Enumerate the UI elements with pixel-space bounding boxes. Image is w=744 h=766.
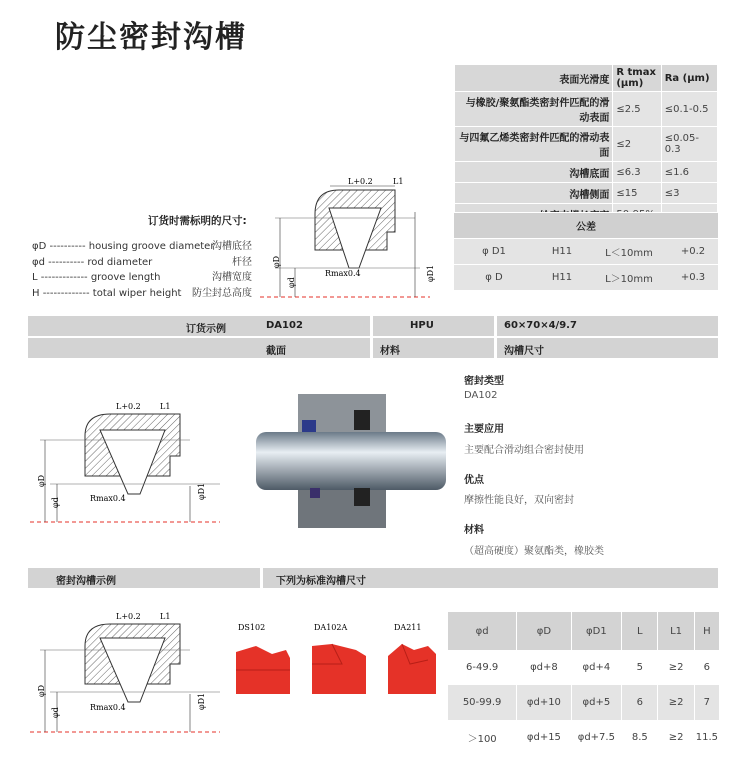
cell: 8.5 [622, 720, 658, 755]
page-title: 防尘密封沟槽 [55, 20, 247, 55]
material-text: （超高硬度）聚氨酯类，橡胶类 [464, 546, 604, 557]
groove-example-label: 密封沟槽示例 [56, 576, 116, 587]
value-cell: +0.3 [668, 265, 718, 291]
rt-value: ≤6.3 [613, 162, 661, 183]
table-header-row [455, 65, 718, 92]
application-text: 主要配合滑动组合密封使用 [464, 445, 584, 456]
legend-row [32, 255, 252, 271]
table-row [455, 162, 718, 183]
dim-label-d: φd [51, 497, 60, 508]
row-label: 沟槽底面 [455, 162, 613, 183]
header-cell: φd [448, 612, 517, 650]
cell: φd+5 [571, 685, 622, 720]
da102a-profile [312, 644, 366, 694]
groove-drawing-top [255, 172, 435, 302]
seal-render-image [254, 392, 450, 530]
order-code: DA102 [266, 320, 303, 331]
header-cell: R tmax (μm) [613, 65, 661, 92]
dim-label-l1: L1 [393, 177, 404, 186]
dim-label-D: φD [37, 684, 46, 697]
ra-value: ≤0.1-0.5 [661, 92, 717, 127]
dim-label-D: φD [37, 474, 46, 487]
legend-cn: 杆径 [232, 256, 252, 268]
ra-value: ≤0.05-0.3 [661, 127, 717, 162]
dim-label-l: L+0.2 [116, 402, 141, 411]
symbol-cell: φ D1 [454, 239, 534, 265]
order-sublabel-band [28, 338, 718, 358]
legend-row [32, 286, 252, 302]
cell: 6 [622, 685, 658, 720]
groove-drawing-bottom [30, 606, 220, 736]
cell: ≥2 [658, 720, 694, 755]
band-divider [260, 568, 263, 588]
legend-key: φd ---------- rod diameter [32, 256, 153, 268]
fit-cell: H11 [534, 265, 590, 291]
std-groove-label: 下列为标准沟槽尺寸 [276, 576, 366, 587]
rt-value: ≤15 [613, 183, 661, 204]
groove-size-label: 沟槽尺寸 [504, 346, 544, 357]
header-cell: φD [517, 612, 571, 650]
cell: ≥2 [658, 685, 694, 720]
ra-value: ≤3 [661, 183, 717, 204]
cell: φd+10 [517, 685, 571, 720]
da211-profile [388, 644, 436, 694]
header-cell: 公差 [454, 213, 718, 239]
header-cell: φD1 [571, 612, 622, 650]
cell: 7 [694, 685, 719, 720]
advantages-heading: 优点 [464, 475, 484, 486]
row-label: 与四氟乙烯类密封件匹配的滑动表面 [455, 127, 613, 162]
cell: 11.5 [694, 720, 719, 755]
cell: φd+8 [517, 650, 571, 685]
order-example-band [28, 316, 718, 336]
header-cell: L1 [658, 612, 694, 650]
tolerance-table [454, 212, 718, 290]
fit-cell: H11 [534, 239, 590, 265]
seal-type-heading: 密封类型 [464, 376, 504, 387]
range-cell: L＜10mm [590, 239, 668, 265]
dim-label-rmax: Rmax0.4 [325, 269, 361, 278]
rt-value: ≤2.5 [613, 92, 661, 127]
dim-label-D: φD [272, 255, 281, 268]
band-divider [494, 316, 497, 336]
header-cell: L [622, 612, 658, 650]
table-row [455, 127, 718, 162]
band-divider [494, 338, 497, 358]
cell: 5 [622, 650, 658, 685]
dim-label-rmax: Rmax0.4 [90, 703, 126, 712]
band-divider [370, 316, 373, 336]
order-size: 60×70×4/9.7 [504, 320, 577, 331]
table-row [455, 183, 718, 204]
table-header-row [448, 612, 720, 650]
legend-row [32, 239, 252, 255]
order-material: HPU [410, 320, 434, 331]
profile-images [232, 620, 442, 700]
legend-key: φD ---------- housing groove diameter [32, 241, 215, 252]
range-cell: L＞10mm [590, 265, 668, 291]
profile-label: DS102 [238, 623, 266, 632]
order-example-label: 订货示例 [186, 324, 226, 335]
dim-label-l: L+0.2 [116, 612, 141, 621]
cell: ＞100 [448, 720, 517, 755]
table-row [454, 265, 718, 291]
table-row [448, 685, 720, 720]
dim-label-l1: L1 [160, 612, 171, 621]
order-dims-label: 订货时需标明的尺寸: [148, 215, 247, 227]
cell: 6 [694, 650, 719, 685]
value-cell: +0.2 [668, 239, 718, 265]
surface-roughness-table [454, 64, 718, 225]
dim-label-l: L+0.2 [348, 177, 373, 186]
legend-key: H ------------- total wiper height [32, 287, 182, 299]
header-cell: 表面光滑度 [455, 65, 613, 92]
dim-label-d: φd [51, 707, 60, 718]
dim-label-rmax: Rmax0.4 [90, 494, 126, 503]
legend-key: L ------------- groove length [32, 272, 161, 283]
rt-value: ≤2 [613, 127, 661, 162]
cell: 50-99.9 [448, 685, 517, 720]
material-label: 材料 [380, 346, 400, 357]
ra-value: ≤1.6 [661, 162, 717, 183]
profile-label: DA211 [394, 623, 422, 632]
dim-label-D1: φD1 [197, 482, 206, 500]
legend-cn: 沟槽宽度 [212, 272, 252, 283]
groove-drawing-mid [30, 396, 220, 526]
advantages-text: 摩擦性能良好，双向密封 [464, 495, 574, 506]
dimension-legend [32, 239, 252, 301]
row-label: 沟槽侧面 [455, 183, 613, 204]
dim-label-D1: φD1 [426, 264, 435, 282]
table-header-row [454, 213, 718, 239]
cell: ≥2 [658, 650, 694, 685]
cell: φd+7.5 [571, 720, 622, 755]
standard-groove-table [447, 612, 719, 755]
band-divider [370, 338, 373, 358]
header-cell: H [694, 612, 719, 650]
row-label: 与橡胶/聚氨酯类密封件匹配的滑动表面 [455, 92, 613, 127]
dim-label-d: φd [287, 277, 296, 288]
table-row [454, 239, 718, 265]
legend-row [32, 270, 252, 286]
application-heading: 主要应用 [464, 424, 504, 435]
cell: φd+15 [517, 720, 571, 755]
dim-label-l1: L1 [160, 402, 171, 411]
table-row [448, 650, 720, 685]
symbol-cell: φ D [454, 265, 534, 291]
legend-cn: 沟槽底径 [212, 241, 252, 252]
dim-label-D1: φD1 [197, 692, 206, 710]
cell: 6-49.9 [448, 650, 517, 685]
table-row [455, 92, 718, 127]
header-cell: Ra (μm) [661, 65, 717, 92]
table-row [448, 720, 720, 755]
profile-label: DA102A [314, 623, 348, 632]
material-heading: 材料 [464, 525, 484, 536]
groove-band [28, 568, 718, 588]
section-label: 截面 [266, 346, 286, 357]
legend-cn: 防尘封总高度 [192, 287, 252, 299]
cell: φd+4 [571, 650, 622, 685]
seal-type-text: DA102 [464, 390, 498, 401]
